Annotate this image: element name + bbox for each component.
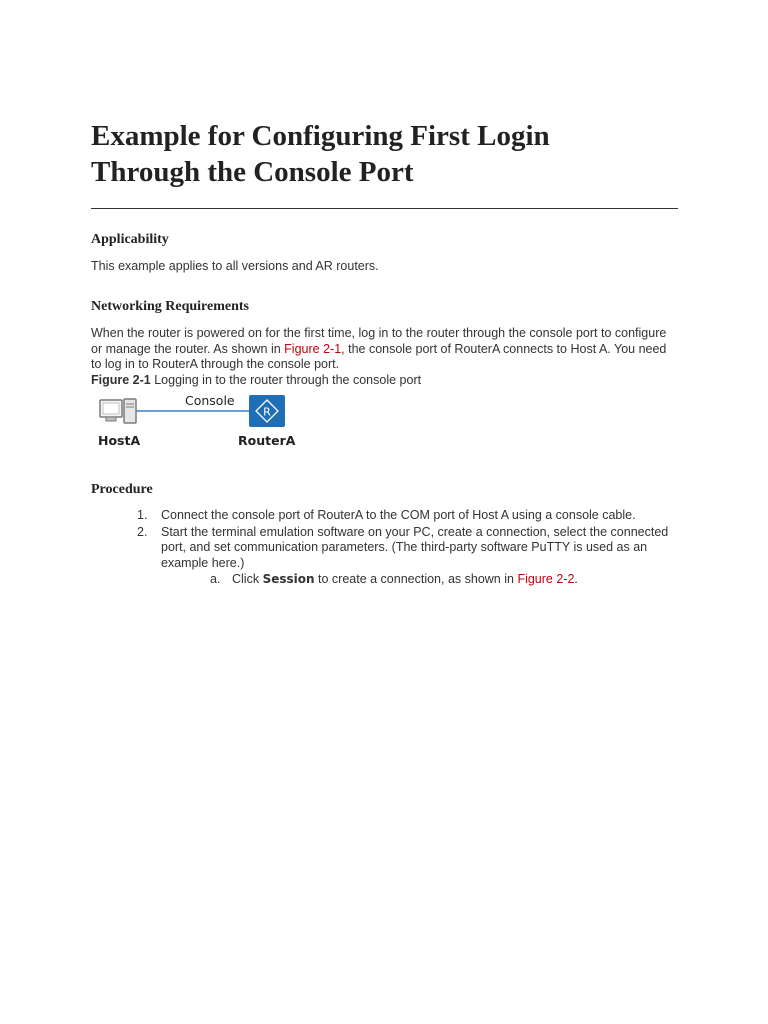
title-divider — [91, 208, 678, 209]
applicability-heading: Applicability — [91, 232, 169, 247]
host-label: HostA — [98, 433, 141, 448]
step-number: 2. — [137, 524, 148, 539]
list-item — [91, 508, 678, 524]
router-glyph: R — [263, 405, 271, 419]
list-item — [91, 525, 678, 572]
figure-2-1-link[interactable]: Figure 2-1 — [284, 341, 342, 356]
procedure-heading: Procedure — [91, 482, 153, 497]
router-icon — [249, 395, 285, 427]
applicability-text: This example applies to all versions and AR routers. — [91, 259, 379, 273]
figure-caption-number: Figure 2-1 — [91, 373, 151, 387]
networking-text — [91, 326, 678, 373]
step-text: Start the terminal emulation software on your PC, create a connection, select the connected port, and set communication parameters. (The third-party software PuTTY is used as an example here.) — [161, 524, 669, 570]
networking-heading: Networking Requirements — [91, 299, 250, 314]
network-diagram — [91, 393, 311, 457]
procedure-steps — [91, 508, 678, 589]
figure-caption-text: Logging in to the router through the console port — [150, 373, 422, 387]
session-keyword: Session — [262, 572, 315, 586]
figure-caption — [91, 373, 678, 389]
document-page — [91, 118, 678, 586]
page-title — [91, 118, 678, 190]
host-computer-icon — [100, 399, 136, 423]
substep-suffix: . — [574, 572, 578, 586]
substep-prefix: Click — [232, 572, 263, 586]
list-item — [91, 572, 678, 588]
step-number: 1. — [137, 508, 148, 522]
figure-2-2-link[interactable]: Figure 2-2 — [517, 572, 575, 586]
console-link-label: Console — [185, 393, 235, 408]
networking-text-before-link: When the router is powered on for the first time, log in to the router through the console port to configure or manage the router. As shown in — [91, 326, 667, 356]
substep-letter: a. — [210, 572, 221, 586]
title-line-2: Through the Console Port — [91, 156, 414, 188]
substep-middle: to create a connection, as shown in — [314, 572, 518, 586]
step-text: Connect the console port of RouterA to the COM port of Host A using a console cable. — [161, 508, 636, 522]
router-label: RouterA — [238, 433, 296, 448]
title-line-1: Example for Configuring First Login — [91, 120, 550, 152]
networking-text-after-link: , the console port of RouterA connects to Host A. You need to log in to RouterA through the console port. — [91, 341, 667, 371]
